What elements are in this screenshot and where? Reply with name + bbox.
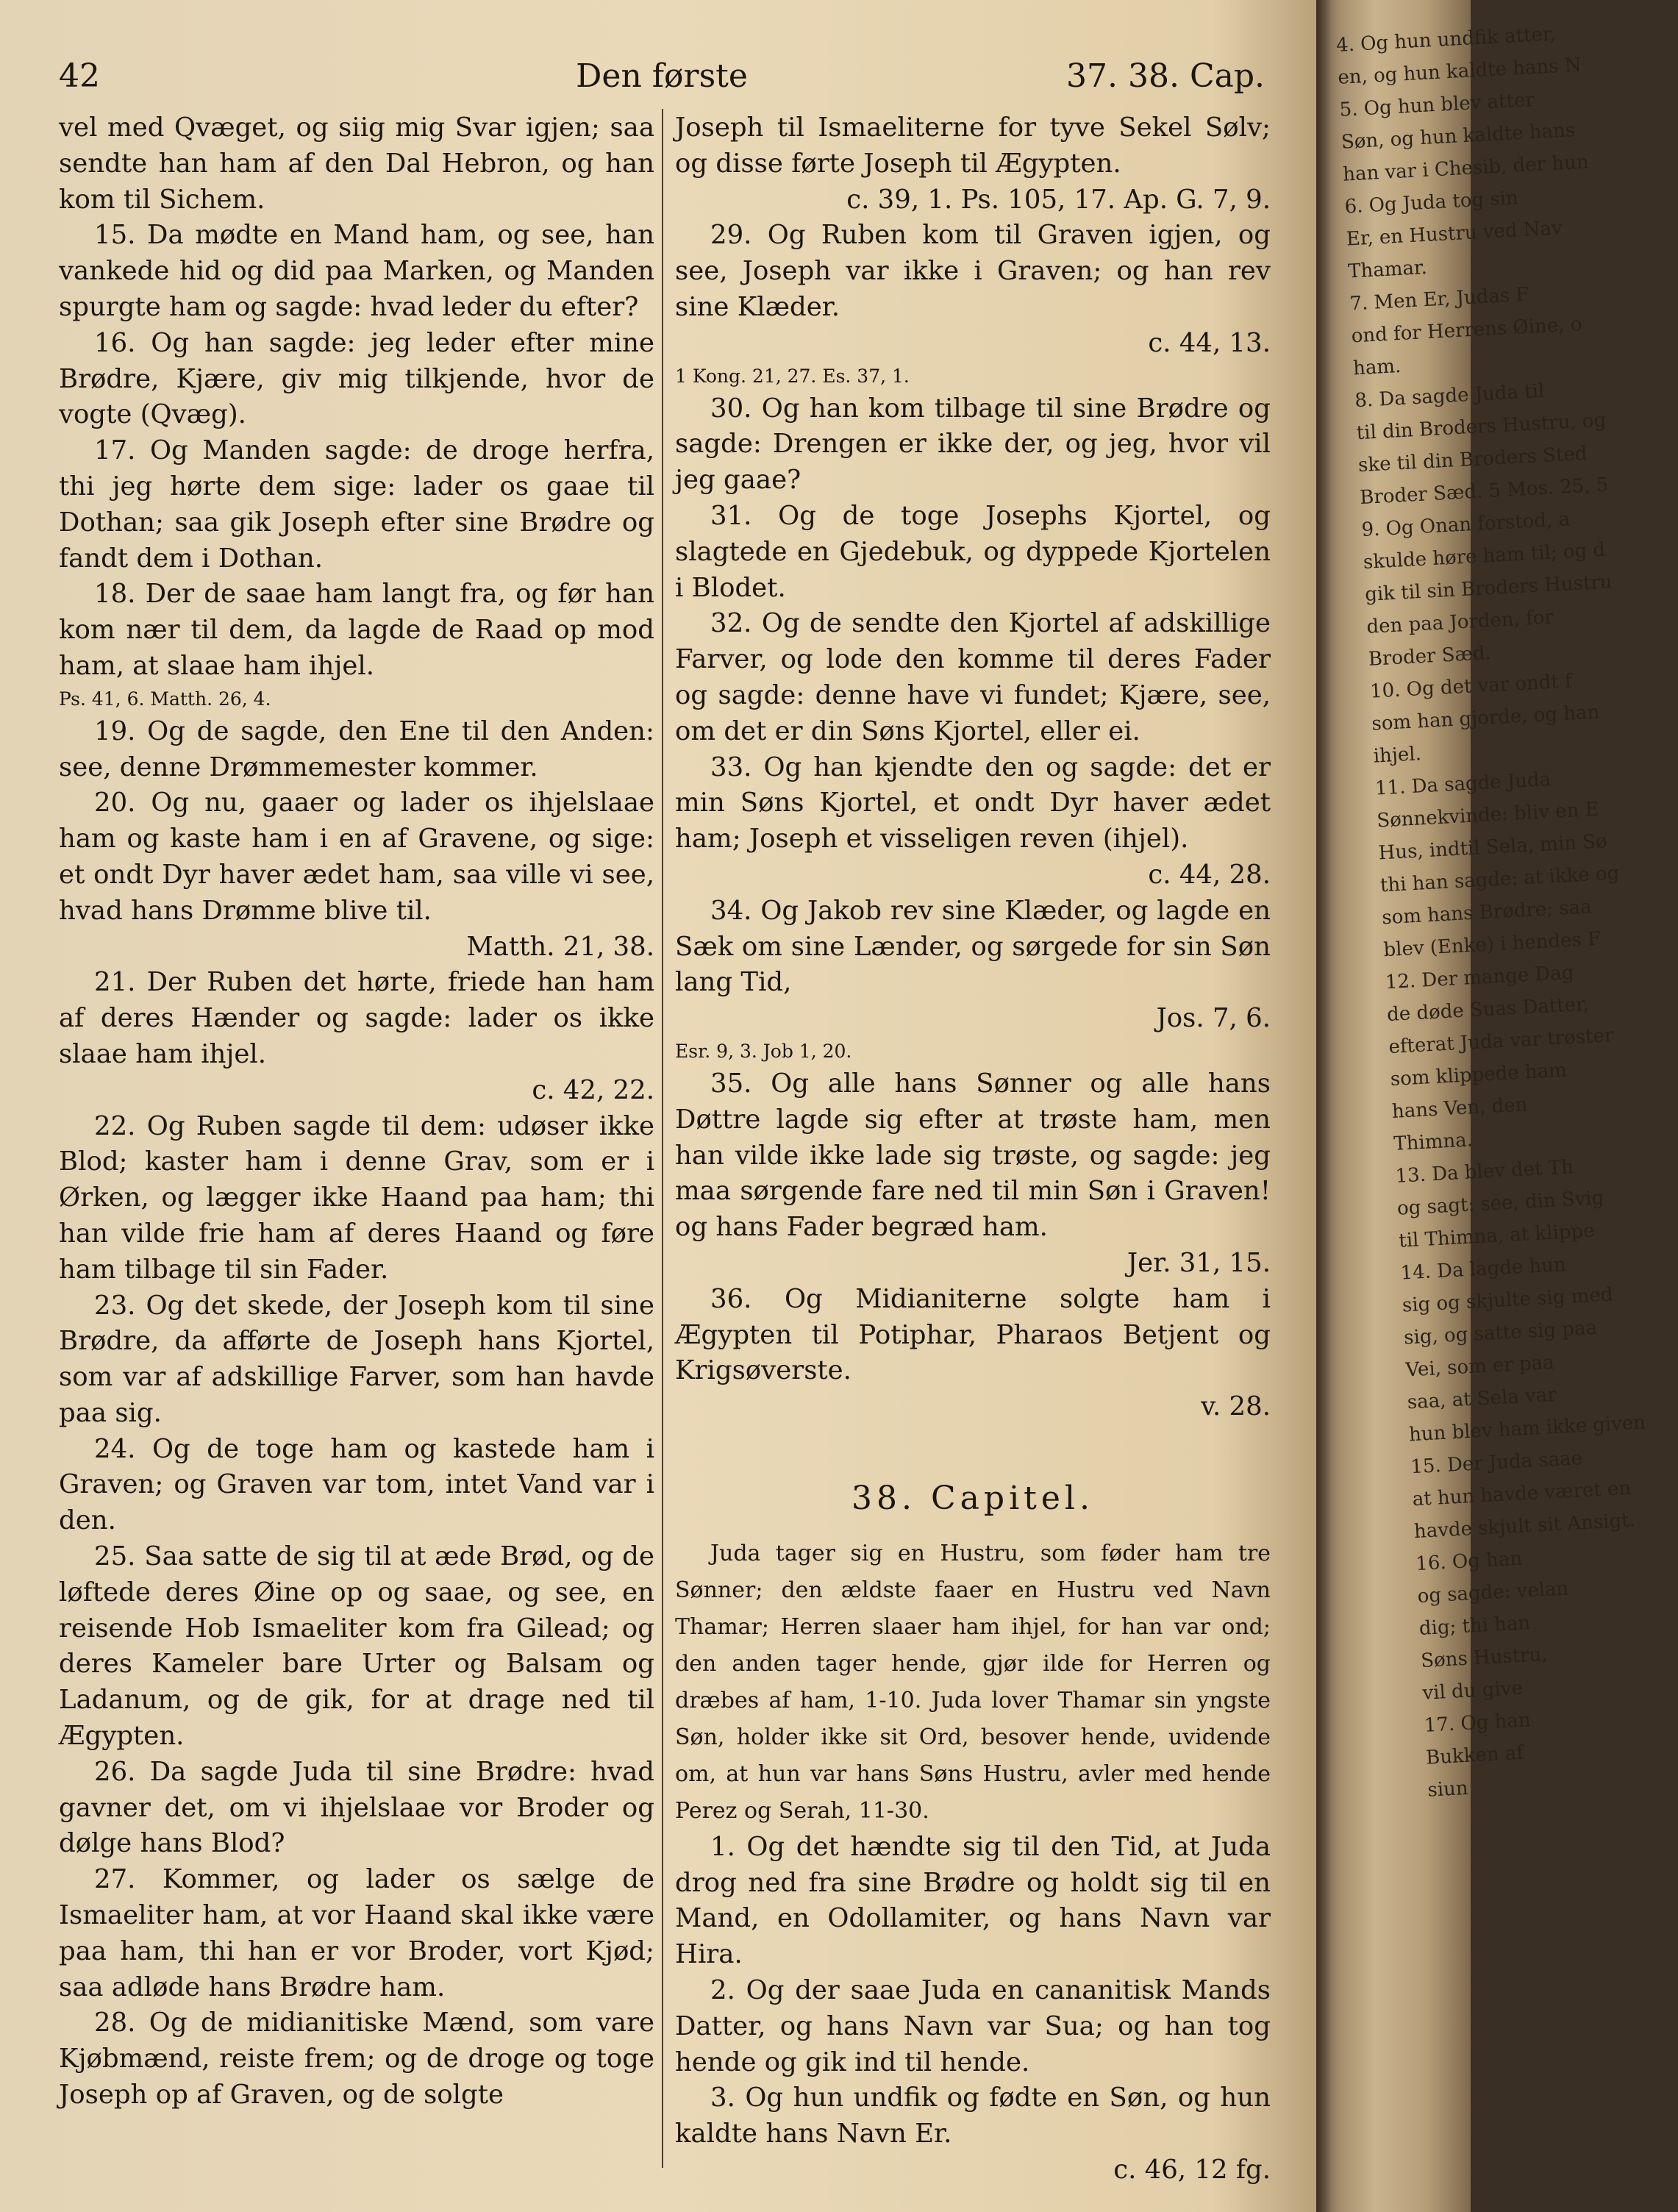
facing-page-line: 7. Men Er, Judas F (1349, 283, 1530, 315)
cross-reference: Esr. 9, 3. Job 1, 20. (675, 1040, 852, 1062)
facing-page-line: 17. Og han (1424, 1709, 1532, 1737)
verse-text: 30. Og han kom tilbage til sine Brødre og sagde: Drengen er ikke der, og jeg, hvor vil jeg gaae? (675, 393, 1271, 496)
verse-text: 31. Og de toge Josephs Kjortel, og slagtede en Gjedebuk, og dyppede Kjortelen i Blodet. (675, 500, 1271, 603)
facing-page-line: hans Ven, den (1391, 1093, 1529, 1123)
verse-text: 19. Og de sagde, den Ene til den Anden: see, denne Drømmemester kommer. (59, 716, 654, 782)
page-header (59, 57, 1265, 109)
verse (675, 1066, 1271, 1282)
chapter-range: 37. 38. Cap. (1066, 57, 1265, 95)
verse (675, 606, 1271, 749)
facing-page-line: ihjel. (1373, 743, 1422, 768)
facing-page-line: havde skjult sit Ansigt. (1413, 1509, 1636, 1544)
verse (59, 1539, 654, 1755)
page-number: 42 (59, 57, 100, 95)
facing-page-line: som hans Brødre; saa (1381, 896, 1593, 930)
verse (675, 499, 1271, 606)
verse (675, 391, 1271, 499)
verse-text: 18. Der de saae ham langt fra, og før han kom nær til dem, da lagde de Raad op mod ham, at slaae ham ihjel. (59, 579, 654, 681)
facing-page-line: 11. Da sagde Juda (1374, 768, 1552, 800)
facing-page-line: hun blev ham ikke given (1408, 1411, 1646, 1446)
facing-page-line: Hus, indtil Sela, min Sø (1377, 830, 1608, 865)
verse (59, 1109, 654, 1288)
facing-page-line: vil du give (1421, 1677, 1524, 1705)
facing-page-line: til din Broders Hustru, og (1355, 409, 1607, 445)
verse (675, 750, 1271, 893)
verse (59, 577, 654, 684)
verse-reference: Jer. 31, 15. (1127, 1247, 1271, 1278)
verse (59, 785, 654, 965)
facing-page-line: skulde høre ham til; og d (1363, 538, 1606, 574)
verse (675, 2080, 1271, 2188)
verse-continuation (675, 110, 1271, 218)
verse-text: 29. Og Ruben kom til Graven igjen, og see, Joseph var ikke i Graven; og han rev sine Klæder. (675, 220, 1271, 322)
facing-page-line: 10. Og det var ondt f (1369, 670, 1573, 703)
column-divider (662, 109, 663, 2168)
verse (675, 1973, 1271, 2080)
verse-text: 28. Og de midianitiske Mænd, som vare Kjøbmænd, reiste frem; og de droge og toge Joseph op af Graven, og de solgte (59, 2008, 654, 2111)
facing-page-line: den paa Jorden, for (1365, 606, 1554, 638)
verse-text: vel med Qvæget, og siig mig Svar igjen; saa sendte han ham af den Dal Hebron, og han kom til Sichem. (59, 113, 654, 215)
facing-page-line: som klippede ham (1390, 1059, 1568, 1091)
facing-page-line: 9. Og Onan forstod, a (1360, 508, 1571, 542)
facing-page-line: Thimna. (1393, 1129, 1474, 1155)
facing-page-line: ham. (1352, 354, 1402, 380)
facing-page-line: 15. Der Juda saae (1410, 1447, 1583, 1479)
verse-text: 16. Og han sagde: jeg leder efter mine Brødre, Kjære, giv mig tilkjende, hvor de vogte (Qvæg). (59, 327, 654, 430)
chapter-title: 38. Capitel. (852, 1479, 1094, 1517)
facing-page-line: saa, at Sela var (1407, 1383, 1557, 1414)
right-column (675, 110, 1271, 2191)
chapter-summary: Juda tager sig en Hustru, som føder ham tre Sønner; den ældste faaer en Hustru ved Navn Thamar; Herren slaaer ham ihjel, for han var ond; den anden tager hende, gjør ilde for Herren og dræbes af ham, 1-10. Juda lover Thamar sin yngste Søn, holder ikke sit Ord, besover hende, uvidende om, at hun var hans Søns Hustru, avler med hende Perez og Serah, 11-30. (675, 1540, 1271, 1824)
facing-page-line: blev (Enke) i hendes F (1382, 927, 1602, 962)
verse (675, 1830, 1271, 1973)
facing-page-line: 12. Der mange Dag (1385, 961, 1575, 994)
verse-text: 20. Og nu, gaaer og lader os ihjelslaae ham og kaste ham i en af Gravene, og sige: et ondt Dyr haver ædet ham, saa ville vi see, hvad hans Drømme blive til. (59, 788, 654, 926)
verse (59, 218, 654, 325)
facing-page-line: de døde Suas Datter, (1386, 993, 1590, 1027)
facing-page-line: 4. Og hun undfik atter, (1335, 23, 1557, 57)
facing-page-line: 13. Da blev det Th (1394, 1156, 1574, 1188)
chapter38-verses (675, 1830, 1271, 2188)
facing-page-line: sig, og satte sig paa (1403, 1316, 1598, 1349)
verse-text: 22. Og Ruben sagde til dem: udøser ikke Blod; kaster ham i denne Grav, som er i Ørken, og lægger ikke Haand paa ham; thi han vilde frie ham af deres Haand og føre ham tilbage til sin Fader. (59, 1110, 654, 1285)
facing-page-line: 16. Og han (1415, 1547, 1523, 1576)
facing-page-line: en, og hun kaldte hans N (1337, 54, 1582, 89)
verse (59, 1288, 654, 1432)
verse-text: 25. Saa satte de sig til at æde Brød, og de løftede deres Øine op og saae, og see, en reisende Hob Ismaeliter kom fra Gilead; og deres Kameler bare Urter og Balsam og Ladanum, og de gik, for at drage ned til Ægypten. (59, 1541, 654, 1752)
facing-page-line: 8. Da sagde Juda til (1354, 379, 1546, 413)
facing-page-line: Er, en Hustru ved Nav (1346, 217, 1563, 251)
verse-reference: Jos. 7, 6. (1156, 1003, 1271, 1034)
facing-page-line: ske til din Broders Sted (1357, 442, 1588, 477)
facing-page-line: Bukken af (1425, 1741, 1524, 1769)
facing-page-edge (1316, 0, 1646, 2212)
verse-text: 17. Og Manden sagde: de droge herfra, thi jeg hørte dem sige: lader os gaae til Dothan; saa gik Joseph efter sine Brødre og fandt dem i Dothan. (59, 435, 654, 574)
verse-continuation (59, 110, 654, 218)
facing-page-line: 5. Og hun blev atter (1338, 88, 1535, 121)
verse-text: 27. Kommer, og lader os sælge de Ismaeliter ham, at vor Haand skal ikke være paa ham, thi han er vor Broder, vort Kjød; saa adløde hans Brødre ham. (59, 1864, 654, 2002)
facing-page-line: Broder Sæd. (1368, 642, 1492, 671)
facing-page-line: Vei, som er paa (1404, 1351, 1555, 1382)
facing-page-line: han var i Chesib, der hun (1342, 151, 1590, 186)
facing-page-line: Thamar. (1347, 256, 1428, 283)
facing-page-line: Søn, og hun kaldte hans (1340, 119, 1576, 154)
facing-page-line: thi han sagde: at ikke og (1379, 862, 1620, 897)
facing-page-line: siun (1427, 1777, 1469, 1802)
facing-page-line: at hun havde været en (1411, 1477, 1632, 1511)
verse-text: 33. Og han kjendte den og sagde: det er min Søns Kjortel, et ondt Dyr haver ædet ham; Joseph et visseligen reven (ihjel). (675, 752, 1271, 855)
verse (59, 433, 654, 577)
verse (59, 1755, 654, 1862)
verse (675, 1282, 1271, 1425)
facing-page-line: til Thimna, at klippe (1398, 1219, 1596, 1252)
facing-page-line: 6. Og Juda tog sin (1343, 187, 1519, 218)
verse-text: 34. Og Jakob rev sine Klæder, og lagde en Sæk om sine Lænder, og sørgede for sin Søn lang Tid, (675, 895, 1271, 998)
verse (59, 965, 654, 1108)
facing-page-line: sig og skjulte sig med (1402, 1283, 1614, 1317)
verse-reference: v. 28. (1201, 1391, 1271, 1422)
verse-reference: c. 44, 13. (1148, 327, 1271, 358)
facing-page-line: og sagde: velan (1416, 1577, 1569, 1608)
cross-reference: Ps. 41, 6. Matth. 26, 4. (59, 688, 271, 710)
verse (59, 714, 654, 786)
facing-page-line: som han gjorde, og han (1371, 701, 1600, 735)
verse (59, 1862, 654, 2005)
facing-page-line: Søns Hustru, (1420, 1643, 1549, 1672)
verse-text: 15. Da mødte en Mand ham, og see, han vankede hid og did paa Marken, og Manden spurgte ham og sagde: hvad leder du efter? (59, 220, 654, 322)
verse-text: 26. Da sagde Juda til sine Brødre: hvad gavner det, om vi ihjelslaae vor Broder og dølge hans Blod? (59, 1756, 654, 1859)
verse-reference: c. 46, 12 fg. (1113, 2155, 1271, 2186)
verse (675, 218, 1271, 361)
facing-page-line: ond for Herrens Øine, o (1351, 313, 1583, 348)
verse (59, 2005, 654, 2113)
chapter37-verses (675, 110, 1271, 1425)
facing-page-line: dig; thi han (1418, 1612, 1531, 1640)
verse (59, 326, 654, 433)
cross-reference: 1 Kong. 21, 27. Es. 37, 1. (675, 365, 910, 387)
verse-text: 35. Og alle hans Sønner og alle hans Døttre lagde sig efter at trøste ham, men han vilde ikke lade sig trøste, og sagde: jeg maa sørgende fare ned til min Søn i Graven! og hans Fader begræd ham. (675, 1068, 1271, 1243)
facing-page-line: Broder Sæd. 5 Mos. 25, 5 (1359, 474, 1610, 510)
verse-text: 1. Og det hændte sig til den Tid, at Juda drog ned fra sine Brødre og holdt sig til en Mand, en Odollamiter, og hans Navn var Hira. (675, 1831, 1271, 1970)
verse-reference: c. 39, 1. Ps. 105, 17. Ap. G. 7, 9. (846, 184, 1271, 215)
left-column (59, 110, 654, 2191)
verse-reference: c. 42, 22. (532, 1074, 654, 1105)
verse-reference: Matth. 21, 38. (466, 931, 654, 962)
verse-text: 23. Og det skede, der Joseph kom til sine Brødre, da afførte de Joseph hans Kjortel, som var af adskillige Farver, som han havde paa sig. (59, 1290, 654, 1428)
verse-text: 21. Der Ruben det hørte, friede han ham af deres Hænder og sagde: lader os ikke slaae ham ihjel. (59, 967, 654, 1069)
facing-page-line: 14. Da lagde hun (1399, 1253, 1567, 1285)
facing-page-line: efterat Juda var trøster (1388, 1024, 1614, 1059)
verse-text: Joseph til Ismaeliterne for tyve Sekel Sølv; og disse førte Joseph til Ægypten. (675, 113, 1271, 179)
verse-text: 2. Og der saae Juda en cananitisk Mands Datter, og hans Navn var Sua; og han tog hende og gik ind til hende. (675, 1975, 1271, 2077)
verse-text: 36. Og Midianiterne solgte ham i Ægypten til Potiphar, Pharaos Betjent og Krigsøverste. (675, 1283, 1271, 1386)
facing-page-line: Sønnekvinde: bliv en E (1376, 798, 1600, 832)
verse-reference: c. 44, 28. (1148, 859, 1271, 890)
gutter-shadow (1316, 0, 1332, 2212)
facing-page-text (1335, 22, 1646, 1807)
facing-page-line: og sagt: see, din Svig (1396, 1187, 1605, 1220)
verse (59, 1432, 654, 1539)
running-title: Den første (576, 57, 748, 95)
verse (675, 893, 1271, 1037)
verse-text: 32. Og de sendte den Kjortel af adskillige Farver, og lode den komme til deres Fader og sagde: denne have vi fundet; Kjære, see, om det er din Søns Kjortel, eller ei. (675, 608, 1271, 746)
verse-text: 3. Og hun undfik og fødte en Søn, og hun kaldte hans Navn Er. (675, 2083, 1271, 2149)
verse-text: 24. Og de toge ham og kastede ham i Graven; og Graven var tom, intet Vand var i den. (59, 1433, 654, 1536)
facing-page-line: gik til sin Broders Hustru (1364, 571, 1613, 606)
